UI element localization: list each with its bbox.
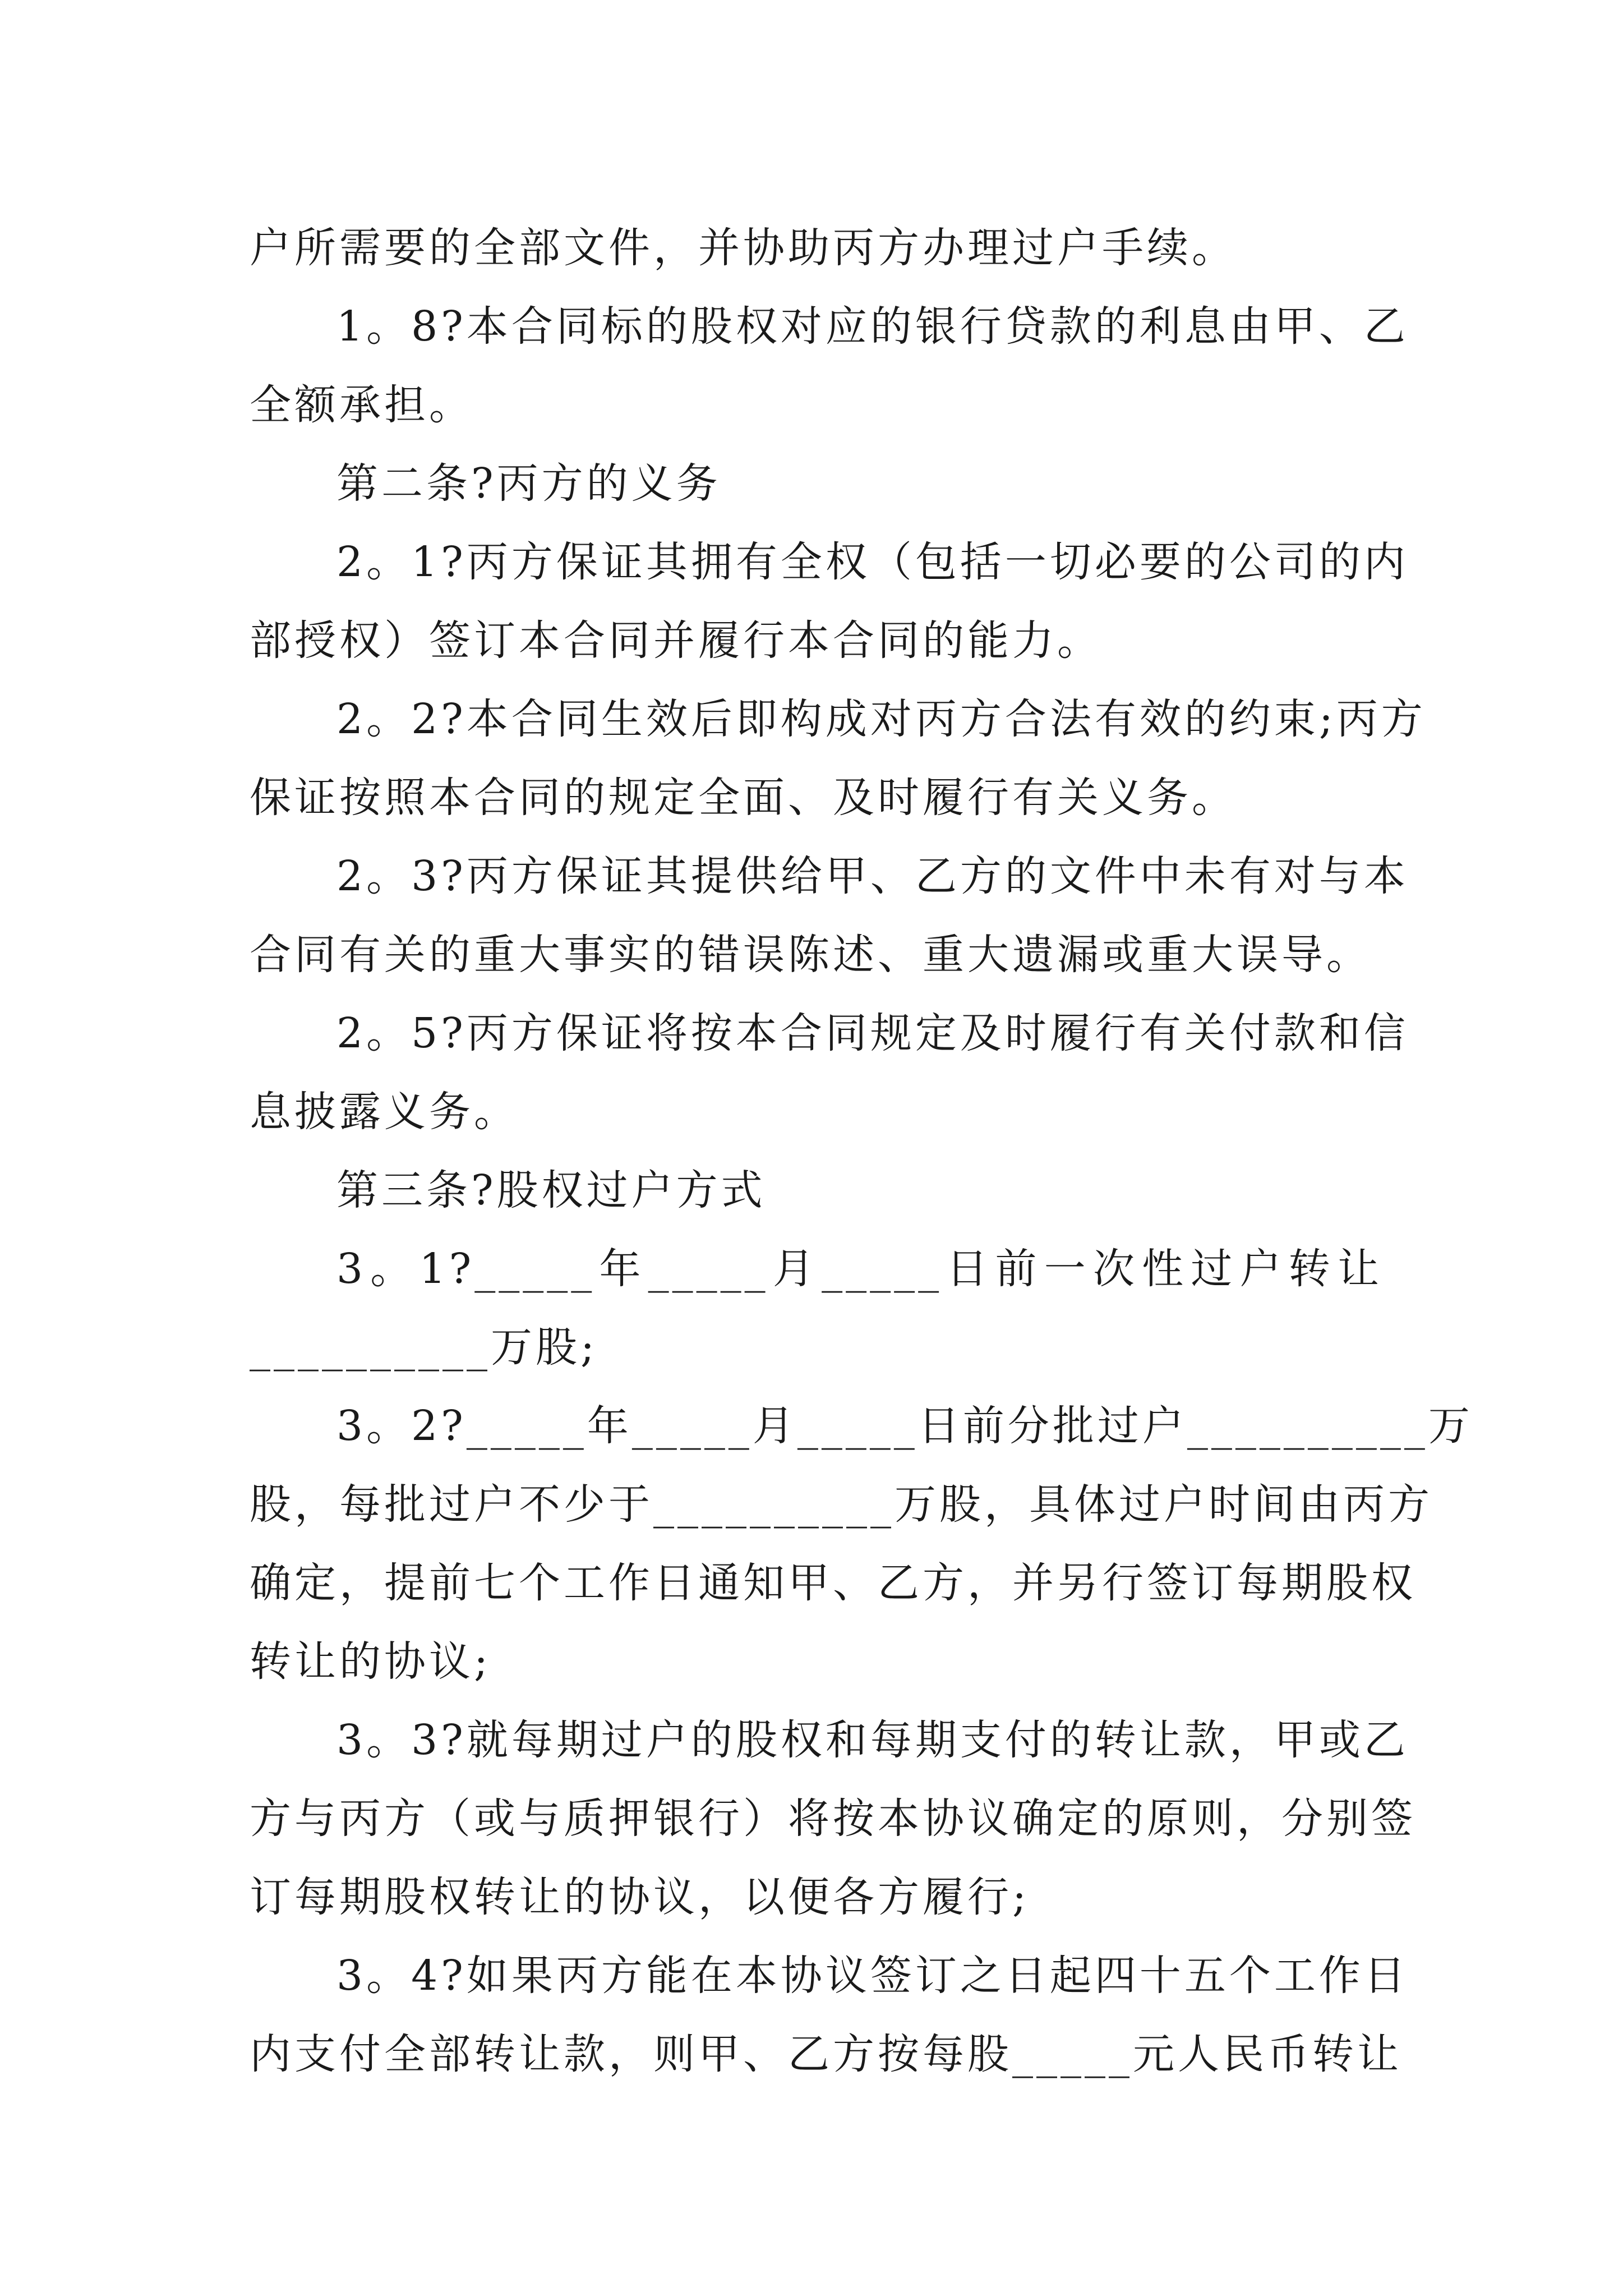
text-line: 3。4?如果丙方能在本协议签订之日起四十五个工作日 [336,1952,1409,2000]
text-line: 转让的协议; [250,1637,491,1686]
text-line: 订每期股权转让的协议，以便各方履行; [250,1873,1030,1921]
text-line: 户所需要的全部文件，并协助丙方办理过户手续。 [250,224,1237,272]
text-line: 保证按照本合同的规定全面、及时履行有关义务。 [250,774,1237,822]
text-line: 确定，提前七个工作日通知甲、乙方，并另行签订每期股权 [250,1559,1416,1607]
section-heading: 第二条?丙方的义务 [336,459,721,508]
section-heading: 第三条?股权过户方式 [336,1166,766,1214]
text-line: 2。1?丙方保证其拥有全权（包括一切必要的公司的内 [336,538,1409,586]
text-line: 方与丙方（或与质押银行）将按本协议确定的原则，分别签 [250,1795,1416,1843]
text-line: 股，每批过户不少于__________万股，具体过户时间由丙方 [250,1480,1433,1529]
text-line: 3。1?_____年_____月_____日前一次性过户转让 [336,1245,1382,1293]
text-line: 2。3?丙方保证其提供给甲、乙方的文件中未有对与本 [336,852,1409,900]
text-line: 3。3?就每期过户的股权和每期支付的转让款，甲或乙 [336,1716,1409,1764]
text-line: 部授权）签订本合同并履行本合同的能力。 [250,616,1102,665]
text-line: __________万股; [250,1323,598,1372]
text-line: 1。8?本合同标的股权对应的银行贷款的利息由甲、乙 [336,302,1409,351]
text-line: 合同有关的重大事实的错误陈述、重大遗漏或重大误导。 [250,931,1371,979]
text-line: 内支付全部转让款，则甲、乙方按每股_____元人民币转让 [250,2030,1402,2078]
text-line: 息披露义务。 [250,1088,519,1136]
text-line: 3。2?_____年_____月_____日前分批过户__________万 [336,1402,1473,1450]
text-line: 全额承担。 [250,381,474,429]
text-line: 2。2?本合同生效后即构成对丙方合法有效的约束;丙方 [336,695,1426,743]
document-body [250,209,1473,2093]
text-line: 2。5?丙方保证将按本合同规定及时履行有关付款和信 [336,1009,1409,1057]
